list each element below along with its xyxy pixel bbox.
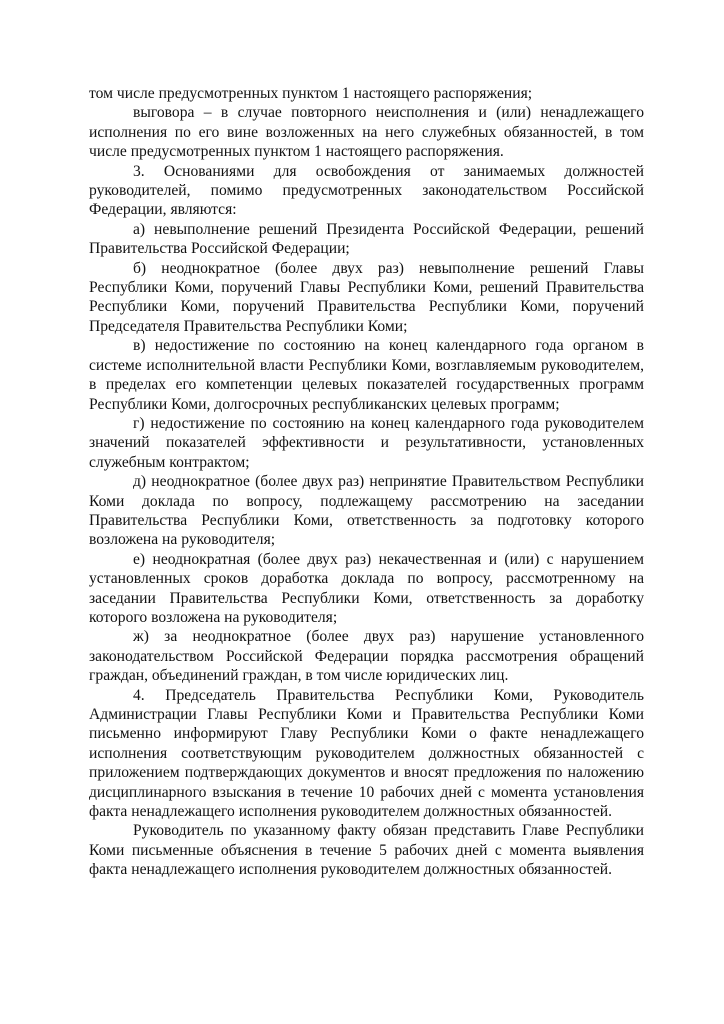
paragraph-item-g: г) недостижение по состоянию на конец календарного года руководителем значений показателей эффективности и результативности, установленных служебным контрактом; — [89, 414, 644, 471]
paragraph-item-d: д) неоднократное (более двух раз) непринятие Правительством Республики Коми доклада по вопросу, подлежащему рассмотрению на заседании Правительства Республики Коми, ответственность за подготовку которого возложена на руководителя; — [89, 473, 644, 549]
paragraph-section-4: 4. Председатель Правительства Республики Коми, Руководитель Администрации Главы Республики Коми и Правительства Республики Коми письменно информируют Главу Республики Коми о факте ненадлежащего исполнения соответствующим руководителем должностных обязанностей с приложением подтверждающих документов и вносят предложения по наложению дисциплинарного взыскания в течение 10 рабочих дней с момента установления факта ненадлежащего исполнения руководителем должностных обязанностей. — [89, 686, 644, 821]
document-body — [89, 84, 644, 880]
paragraph-reprimand: выговора – в случае повторного неисполнения и (или) ненадлежащего исполнения по его вине возложенных на него служебных обязанностей, в том числе предусмотренных пунктом 1 настоящего распоряжения. — [89, 104, 644, 161]
paragraph-item-a: а) невыполнение решений Президента Российской Федерации, решений Правительства Российской Федерации; — [89, 220, 644, 258]
paragraph-section-3: 3. Основаниями для освобождения от занимаемых должностей руководителей, помимо предусмотренных законодательством Российской Федерации, являются: — [89, 162, 644, 219]
paragraph-item-e: е) неоднократная (более двух раз) некачественная и (или) с нарушением установленных сроков доработка доклада по вопросу, рассмотренному на заседании Правительства Республики Коми, ответственность за доработку которого возложена на руководителя; — [89, 550, 644, 626]
paragraph-item-zh: ж) за неоднократное (более двух раз) нарушение установленного законодательством Российской Федерации порядка рассмотрения обращений граждан, объединений граждан, в том числе юридических лиц. — [89, 628, 644, 685]
paragraph-explanations: Руководитель по указанному факту обязан представить Главе Республики Коми письменные объяснения в течение 5 рабочих дней с момента выявления факта ненадлежащего исполнения руководителем должностных обязанностей. — [89, 822, 644, 879]
paragraph-item-v: в) недостижение по состоянию на конец календарного года органом в системе исполнительной власти Республики Коми, возглавляемым руководителем, в пределах его компетенции целевых показателей государственных программ Республики Коми, долгосрочных республиканских целевых программ; — [89, 337, 644, 413]
paragraph-continuation: том числе предусмотренных пунктом 1 настоящего распоряжения; — [89, 85, 533, 102]
paragraph-item-b: б) неоднократное (более двух раз) невыполнение решений Главы Республики Коми, поручений Главы Республики Коми, решений Правительства Республики Коми, поручений Правительства Республики Коми, поручений Председателя Правительства Республики Коми; — [89, 259, 644, 335]
